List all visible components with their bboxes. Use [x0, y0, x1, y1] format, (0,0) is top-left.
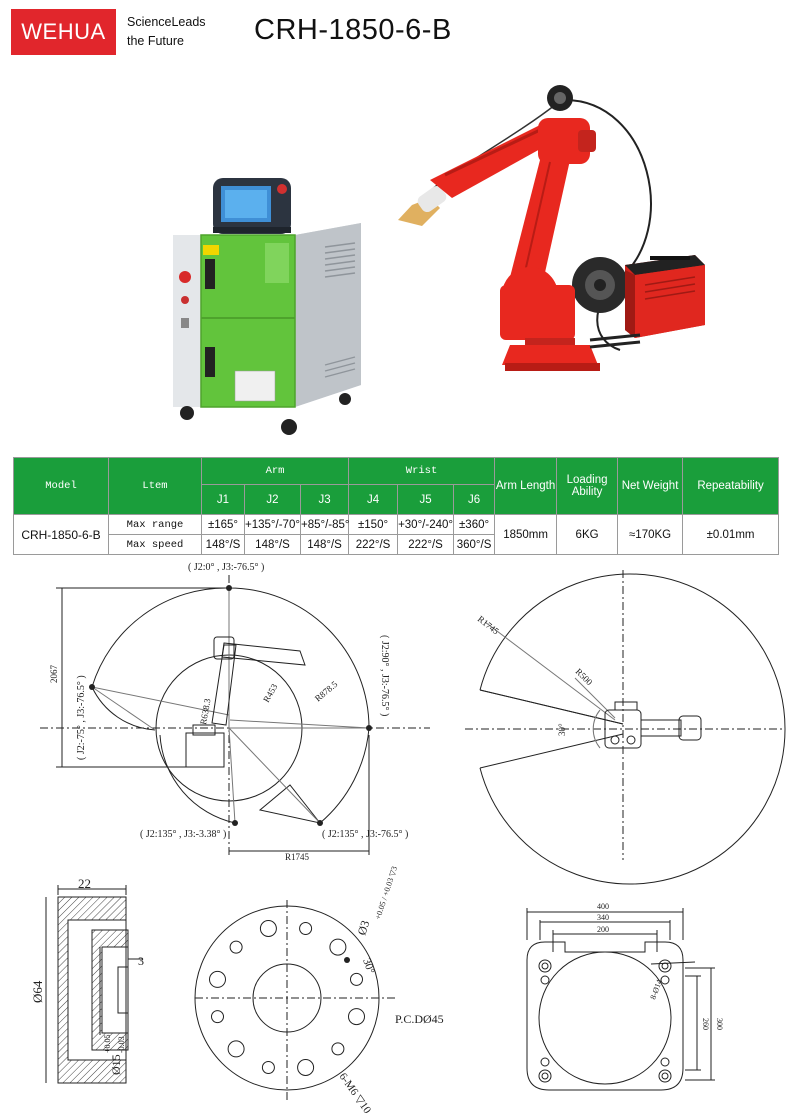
- flange-section-drawing: [30, 875, 170, 1090]
- label-r-mid: R453: [261, 682, 280, 704]
- label-height: 2067: [49, 665, 59, 683]
- brand-slogan: [127, 13, 206, 51]
- flange-bolt-hole: [300, 923, 312, 935]
- label-plan-reach: R1745: [475, 613, 501, 637]
- header-repeatability: Repeatability: [683, 458, 779, 515]
- label-left-pose: ( J2:-75° , J3:-76.5° ): [76, 675, 87, 760]
- label-pcd: P.C.DØ45: [395, 1012, 444, 1026]
- header-loading-ability: Loading Ability: [557, 458, 618, 515]
- table-cell: 148°/S: [245, 535, 301, 555]
- label-tapped: 6-M6 ▽10: [336, 1070, 374, 1116]
- plan-view-work-range: [465, 560, 785, 865]
- table-cell: 360°/S: [454, 535, 495, 555]
- table-cell: ±150°: [349, 515, 398, 535]
- flange-bolt-hole: [212, 1011, 224, 1023]
- header-j3: J3: [301, 485, 349, 515]
- repeatability-value: ±0.01mm: [683, 515, 779, 555]
- flange-bolt-hole: [332, 1043, 344, 1055]
- label-dim-top-outer: 400: [597, 902, 609, 911]
- table-cell: ±165°: [202, 515, 245, 535]
- header-wrist: Wrist: [349, 458, 495, 485]
- table-cell: +135°/-70°: [245, 515, 301, 535]
- slogan-line1: ScienceLeads: [127, 15, 206, 29]
- table-cell: 222°/S: [398, 535, 454, 555]
- flange-bolt-hole: [298, 1060, 314, 1076]
- label-bottom-right-pose: ( J2:135° , J3:-76.5° ): [322, 829, 409, 840]
- label-bore-tol-up: +0.05: [103, 1034, 112, 1053]
- label-top-pose: ( J2:0° , J3:-76.5° ): [188, 562, 265, 573]
- weight-value: ≈170KG: [618, 515, 683, 555]
- label-bottom-left-pose: ( J2:135° , J3:-3.38° ): [140, 829, 227, 840]
- flange-bolt-hole: [351, 973, 363, 985]
- flange-bolt-hole: [349, 1009, 365, 1025]
- table-cell: +30°/-240°: [398, 515, 454, 535]
- label-reach: R1745: [285, 852, 310, 862]
- spec-table: [13, 457, 779, 555]
- welding-robot-image: [390, 80, 720, 405]
- brand-logo: WEHUA: [11, 9, 116, 55]
- flange-bolt-hole: [260, 921, 276, 937]
- table-cell: ±360°: [454, 515, 495, 535]
- table-cell: +85°/-85°: [301, 515, 349, 535]
- side-view-work-range: [0, 555, 440, 865]
- label-pin-hole: Ø3: [354, 918, 373, 937]
- table-cell: 222°/S: [349, 535, 398, 555]
- label-dim-top-inner: 200: [597, 925, 609, 934]
- control-cabinet-image: [165, 175, 370, 437]
- flange-bolt-hole: [262, 1062, 274, 1074]
- header-j5: J5: [398, 485, 454, 515]
- base-mount-drawing: [505, 900, 724, 1105]
- flange-face-drawing: [195, 865, 460, 1116]
- label-r-inner: R878.5: [312, 678, 340, 704]
- row-label-max-range: Max range: [109, 515, 202, 535]
- flange-bolt-hole: [210, 971, 226, 987]
- table-cell: 148°/S: [202, 535, 245, 555]
- label-dim-top-mid: 340: [597, 913, 609, 922]
- header-arm-length: Arm Length: [495, 458, 557, 515]
- header-item: Ltem: [109, 458, 202, 515]
- arm-length-value: 1850mm: [495, 515, 557, 555]
- header-model: Model: [14, 458, 109, 515]
- label-flange-bore: Ø15: [109, 1054, 123, 1075]
- label-bore-tol-dn: -0.03: [117, 1036, 126, 1053]
- label-dim-right-inner: 260: [701, 1018, 710, 1030]
- label-flange-angle: 30°: [360, 956, 377, 976]
- label-flange-width: 22: [78, 876, 91, 891]
- header-arm: Arm: [202, 458, 349, 485]
- flange-bolt-hole: [330, 939, 346, 955]
- flange-bolt-hole: [228, 1041, 244, 1057]
- label-right-pose: ( J2:90° , J3:-76.5° ): [379, 635, 390, 717]
- label-plan-inner: R500: [573, 666, 595, 688]
- header-j2: J2: [245, 485, 301, 515]
- header-j6: J6: [454, 485, 495, 515]
- label-pin-tol: +0.05 / +0.03 ▽3: [373, 865, 400, 921]
- header-net-weight: Net Weight: [618, 458, 683, 515]
- slogan-line2: the Future: [127, 34, 184, 48]
- label-base-hole: 8-Ø14: [648, 978, 664, 1001]
- label-r-small: R638.3: [198, 697, 213, 726]
- label-plan-angle: 30°: [557, 723, 567, 736]
- row-label-max-speed: Max speed: [109, 535, 202, 555]
- label-flange-diameter: Ø64: [30, 980, 45, 1003]
- loading-value: 6KG: [557, 515, 618, 555]
- flange-bolt-hole: [230, 941, 242, 953]
- page-title: CRH-1850-6-B: [254, 14, 452, 46]
- label-dim-right-outer: 300: [715, 1018, 724, 1030]
- header-j1: J1: [202, 485, 245, 515]
- table-cell: 148°/S: [301, 535, 349, 555]
- label-flange-depth: 3: [138, 954, 144, 968]
- header-j4: J4: [349, 485, 398, 515]
- model-value: CRH-1850-6-B: [14, 515, 109, 555]
